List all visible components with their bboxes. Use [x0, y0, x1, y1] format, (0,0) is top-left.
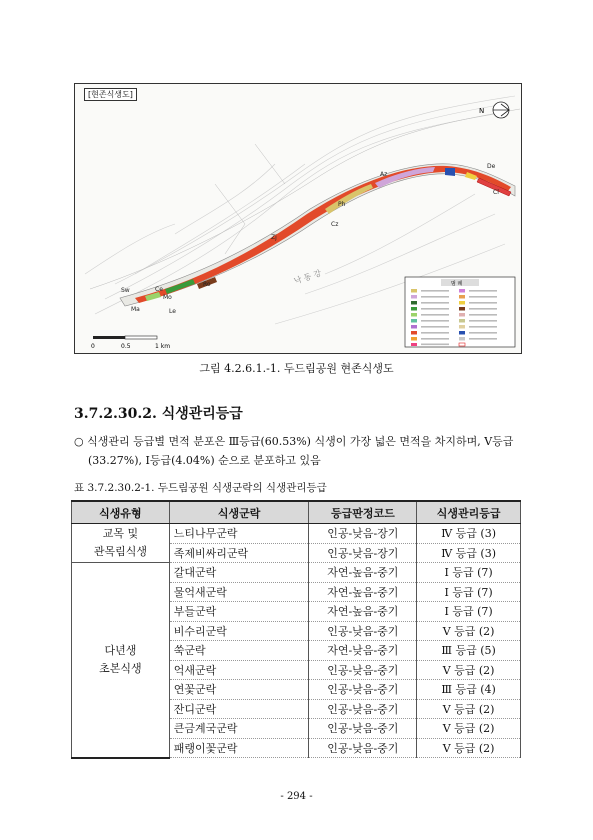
- community-cell: 갈대군락: [169, 563, 309, 583]
- code-cell: 인공-낮음-중기: [309, 699, 417, 719]
- code-cell: 인공-낮음-중기: [309, 738, 417, 758]
- code-cell: 인공-낮음-장기: [309, 524, 417, 544]
- grade-cell: Ⅴ 등급 (2): [417, 621, 521, 641]
- grade-cell: Ⅰ 등급 (7): [417, 563, 521, 583]
- section-heading: 3.7.2.30.2. 식생관리등급: [74, 406, 243, 422]
- code-cell: 인공-낮음-중기: [309, 660, 417, 680]
- label-ce: Ce: [155, 286, 163, 293]
- label-cl: Cl: [493, 189, 499, 196]
- label-ma: Ma: [131, 306, 140, 313]
- community-cell: 쑥군락: [169, 641, 309, 661]
- header-management-grade: 식생관리등급: [417, 501, 521, 524]
- label-de: De: [487, 163, 496, 170]
- svg-text:N: N: [479, 107, 485, 115]
- label-zj: Zj: [271, 234, 277, 241]
- code-cell: 자연-낮음-중기: [309, 641, 417, 661]
- label-az: Az: [380, 171, 388, 178]
- vegetation-type-cell: 다년생 초본식생: [72, 563, 170, 758]
- grade-cell: Ⅳ 등급 (3): [417, 543, 521, 563]
- community-cell: 부들군락: [169, 602, 309, 622]
- community-cell: 비수리군락: [169, 621, 309, 641]
- scale-bar: [91, 336, 170, 350]
- community-cell: 큰금계국군락: [169, 719, 309, 739]
- header-community: 식생군락: [169, 501, 309, 524]
- code-cell: 자연-높음-중기: [309, 582, 417, 602]
- map-drawing: [75, 84, 521, 353]
- map-legend: [405, 277, 515, 347]
- label-sw: Sw: [121, 287, 130, 294]
- header-grade-code: 등급판정코드: [309, 501, 417, 524]
- label-mo: Mo: [163, 294, 172, 301]
- label-le: Le: [169, 308, 176, 315]
- table-caption: 표 3.7.2.30.2-1. 두드림공원 식생군락의 식생관리등급: [74, 482, 327, 494]
- svg-text:범 례: 범 례: [451, 281, 463, 287]
- river-name: 낙 동 강: [292, 268, 323, 286]
- svg-text:0: 0: [91, 343, 95, 350]
- grade-cell: Ⅰ 등급 (7): [417, 602, 521, 622]
- label-ro: Ro: [203, 281, 211, 288]
- code-cell: 자연-높음-중기: [309, 602, 417, 622]
- label-ph: Ph: [338, 201, 346, 208]
- header-vegetation-type: 식생유형: [72, 501, 170, 524]
- paragraph-line-1: ○ 식생관리 등급별 면적 분포은 Ⅲ등급(60.53%) 식생이 가장 넓은 면적을 차지하며, Ⅴ등급: [74, 435, 514, 448]
- community-cell: 족제비싸리군락: [169, 543, 309, 563]
- table-row: [72, 524, 521, 544]
- community-cell: 패랭이꽃군락: [169, 738, 309, 758]
- table-row: [72, 563, 521, 583]
- grade-cell: Ⅴ 등급 (2): [417, 660, 521, 680]
- grade-cell: Ⅴ 등급 (2): [417, 719, 521, 739]
- code-cell: 자연-높음-중기: [309, 563, 417, 583]
- grade-cell: Ⅳ 등급 (3): [417, 524, 521, 544]
- grade-cell: Ⅴ 등급 (2): [417, 738, 521, 758]
- community-cell: 억새군락: [169, 660, 309, 680]
- code-cell: 인공-낮음-장기: [309, 543, 417, 563]
- vegetation-patch-blue: [445, 168, 455, 176]
- svg-text:1 km: 1 km: [155, 343, 171, 350]
- community-cell: 느티나무군락: [169, 524, 309, 544]
- grade-cell: Ⅲ 등급 (5): [417, 641, 521, 661]
- page-number: - 294 -: [280, 791, 313, 802]
- code-cell: 인공-낮음-중기: [309, 621, 417, 641]
- table-header-row: [72, 501, 521, 524]
- community-cell: 물억새군락: [169, 582, 309, 602]
- vegetation-grade-table: [71, 500, 521, 759]
- label-cz: Cz: [331, 221, 339, 228]
- code-cell: 인공-낮음-중기: [309, 680, 417, 700]
- map-title: [현존식생도]: [84, 88, 137, 101]
- grade-cell: Ⅰ 등급 (7): [417, 582, 521, 602]
- paragraph-line-2: (33.27%), Ⅰ등급(4.04%) 순으로 분포하고 있음: [88, 454, 321, 467]
- svg-text:0.5: 0.5: [121, 343, 131, 350]
- grade-cell: Ⅴ 등급 (2): [417, 699, 521, 719]
- grade-cell: Ⅲ 등급 (4): [417, 680, 521, 700]
- section-paragraph: [74, 432, 534, 470]
- community-cell: 연꽃군락: [169, 680, 309, 700]
- community-cell: 잔디군락: [169, 699, 309, 719]
- vegetation-map: [74, 83, 522, 354]
- vegetation-type-cell: 교목 및 관목림식생: [72, 524, 170, 563]
- figure-caption: 그림 4.2.6.1.-1. 두드림공원 현존식생도: [199, 362, 394, 375]
- code-cell: 인공-낮음-중기: [309, 719, 417, 739]
